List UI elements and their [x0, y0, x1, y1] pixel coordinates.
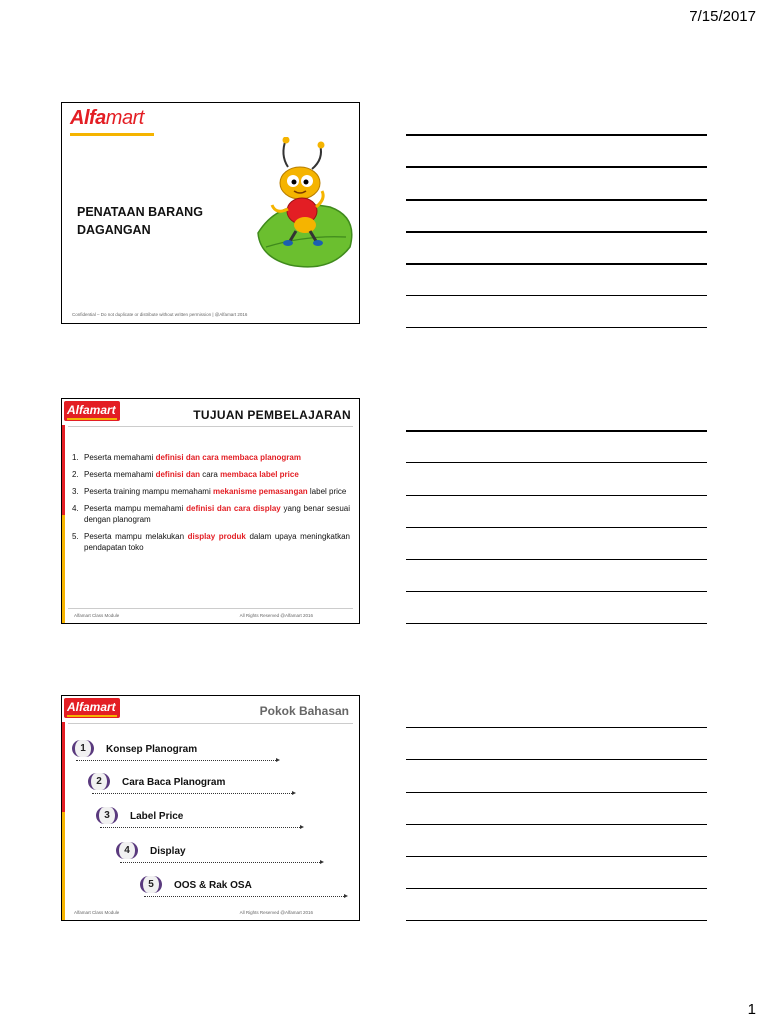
divider [68, 723, 353, 724]
topic-number-badge: 5 [140, 876, 162, 893]
accent-bar-red [62, 425, 65, 515]
slide-footer-right: All Rights Reserved @Alfamart 2016 [239, 910, 313, 915]
topic-number-badge: 3 [96, 807, 118, 824]
slide-footer-left: Alfamart Class Module [74, 613, 120, 618]
divider [68, 608, 353, 609]
print-date: 7/15/2017 [689, 8, 756, 25]
topic-number-badge: 1 [72, 740, 94, 757]
accent-bar-red [62, 722, 65, 812]
topic-number-badge: 2 [88, 773, 110, 790]
accent-bar-yellow [62, 812, 65, 920]
objectives-list [72, 452, 350, 559]
alfamart-logo: Alfamart [64, 401, 120, 421]
slide-learning-objectives [61, 398, 360, 624]
slide-heading: TUJUAN PEMBELAJARAN [193, 408, 351, 422]
slide-heading: Pokok Bahasan [259, 704, 349, 718]
slide-footer-left: Alfamart Class Module [74, 910, 120, 915]
topic-number-badge: 4 [116, 842, 138, 859]
list-item: 4. Peserta mampu memahami definisi dan cara display yang benar sesuai dengan planogram [72, 504, 351, 524]
divider [68, 426, 353, 427]
alfamart-logo: Alfamart [70, 107, 144, 129]
alfamart-logo: Alfamart [64, 698, 120, 718]
mascot-ant-on-leaf-icon [250, 137, 358, 273]
list-item: 1. Peserta memahami definisi dan cara membaca planogram [72, 453, 301, 462]
accent-bar-yellow [62, 515, 65, 623]
slide-title-text: PENATAAN BARANG DAGANGAN [77, 205, 203, 237]
page-number: 1 [747, 1001, 756, 1018]
slide-footer-right: All Rights Reserved @Alfamart 2016 [239, 613, 313, 618]
list-item: 2. Peserta memahami definisi dan cara membaca label price [72, 470, 299, 479]
slide-footer: Confidential – Do not duplicate or distribute without written permission | @Alfamart 2016 [72, 312, 248, 317]
logo-underline [70, 133, 154, 136]
list-item: 5. Peserta mampu melakukan display produk dalam upaya meningkatkan pendapatan toko [72, 532, 350, 552]
list-item: 3. Peserta training mampu memahami mekanisme pemasangan label price [72, 487, 347, 496]
slide-title [61, 102, 360, 324]
slide-topics: Alfamart Pokok Bahasan 1 Konsep Planogram 2 Cara Baca Planogram 3 Label Price 4 Display 5 OOS & Rak OSA Alfamart Class Module All Rights Reserved @Alfamart 2016 [61, 695, 360, 921]
